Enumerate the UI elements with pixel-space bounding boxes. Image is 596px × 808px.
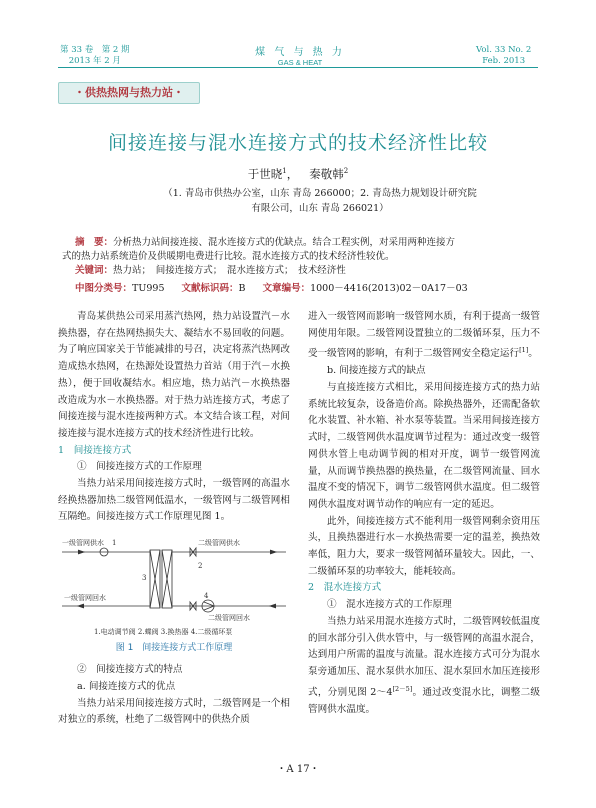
paragraph: 青岛某供热公司采用蒸汽热网，热力站设置汽－水换热器，存在热网热损失大、凝结水不易回收的问题。为了响应国家关于节能减排的号召，决定将蒸汽热网改造成热水热网，在热源处设置热力首站（用于汽－水换热），便于回收凝结水。相应地，热力站汽－水换热器改造成为水－水换热器。对于热力站连接方式，考虑了间接连接与混水连接两种方式。本文结合该工程，对间接连接与混水连接方式的技术经济性进行比较。 xyxy=(58,311,290,439)
label-secondary-supply: 二级管网供水 xyxy=(198,539,240,548)
citation: [1] xyxy=(519,346,529,355)
page-number: ・A 17・ xyxy=(276,764,320,775)
article-number-label: 文章编号： xyxy=(262,283,311,294)
header-volume-en xyxy=(476,45,531,67)
author-affil-mark: 1 xyxy=(282,167,287,176)
affiliation xyxy=(140,186,500,216)
figure-1 xyxy=(58,528,290,656)
abstract-label: 摘 要： xyxy=(75,237,114,248)
date-cn: 2013 年 2 月 xyxy=(68,56,121,66)
clc-value: TU995 xyxy=(132,283,165,294)
header-rule xyxy=(58,67,538,68)
subsection-heading: ① 间接连接方式的工作原理 xyxy=(77,461,202,473)
authors xyxy=(0,166,596,182)
journal-name-en: GAS & HEAT xyxy=(277,58,323,67)
citation: [2－5] xyxy=(392,684,413,693)
section-heading: 2 混水连接方式 xyxy=(308,582,382,594)
subsubsection-heading: b. 间接连接方式的缺点 xyxy=(327,365,426,377)
author-name: 秦敬韩 xyxy=(309,167,344,181)
paragraph: 当热力站采用间接连接方式时，一级管网的高温水经换热器加热二级管网低温水，一级管网与二级管网相互隔绝。间接连接方式工作原理见图 1。 xyxy=(58,478,290,523)
marker-2: 2 xyxy=(198,562,203,571)
label-primary-return: 一级管网回水 xyxy=(64,594,106,603)
header-volume-cn xyxy=(60,45,130,67)
subsection-heading: ② 间接连接方式的特点 xyxy=(77,664,183,676)
paragraph-text: 当热力站采用混水连接方式时，二级管网较低温度的回水部分引入供水管中，与一级管网的高温水混合，达到用户所需的温度与流量。混水连接方式可分为混水泵旁通加压、混水泵供水加压、混水泵回水加压连接形式，分别见图 2～4 xyxy=(308,615,540,698)
section-heading: 1 间接连接方式 xyxy=(58,444,132,456)
abstract-text-2: 式的热力站系统造价及供暖期电费进行比较。混水连接方式的技术经济性较优。 xyxy=(62,251,395,262)
subsubsection-heading: a. 间接连接方式的优点 xyxy=(77,680,176,692)
right-column xyxy=(308,309,540,718)
abstract-block xyxy=(62,236,537,278)
affiliation-line: （1. 青岛市供热办公室，山东 青岛 266000；2. 青岛热力规划设计研究院 xyxy=(163,188,477,199)
subsection-heading: ① 混水连接方式的工作原理 xyxy=(327,599,452,611)
marker-3: 3 xyxy=(142,574,147,583)
paragraph xyxy=(308,614,540,718)
article-meta xyxy=(75,280,468,294)
paper-title: 间接连接与混水连接方式的技术经济性比较 xyxy=(107,132,488,154)
journal-name xyxy=(250,43,350,67)
journal-name-cn: 煤 气 与 热 力 xyxy=(255,47,345,58)
schematic-diagram xyxy=(58,528,290,640)
affiliation-line: 有限公司，山东 青岛 266021） xyxy=(251,203,389,214)
marker-4: 4 xyxy=(204,592,209,601)
article-number-value: 1000－4416(2013)02－0A17－03 xyxy=(310,283,468,294)
paragraph: 与直接连接方式相比，采用间接连接方式的热力站系统比较复杂，设备造价高。除换热器外，还需配备软化水装置、补水箱、补水泵等装置。当采用间接连接方式时，二级管网供水温度调节过程为：通过改变一级管网供水管上电动调节阀的相对开度，调节一级管网流量，从而调节换热器的换热量，在二级管网流量、回水温度不变的情况下，调节二级管网供水温度。但二级管网供水温度对调节动作的响应有一定的延迟。 xyxy=(308,382,540,510)
volume-issue-cn: 第 33 卷 第 2 期 xyxy=(60,45,130,55)
paragraph: 此外，间接连接方式不能利用一级管网剩余资用压头，且换热器进行水－水换热需要一定的温差，换热效率低，阻力大，要求一级管网循环量较大。因此，一、二级循环泵的功率较大，能耗较高。 xyxy=(308,515,540,577)
marker-1: 1 xyxy=(112,539,117,548)
author-name: 于世晓 xyxy=(247,167,283,181)
keywords-label: 关键词： xyxy=(75,265,114,276)
clc-label: 中图分类号： xyxy=(75,283,133,294)
figure-legend: 1.电动调节阀 2.蝶阀 3.换热器 4.二级循环泵 xyxy=(94,628,233,637)
paragraph xyxy=(308,309,540,363)
figure-caption: 图 1 间接连接方式工作原理 xyxy=(115,643,233,654)
paragraph-text: 。通过改变混水比，调整二级管网供水温度。 xyxy=(308,686,540,715)
left-column xyxy=(58,309,290,729)
volume-issue-en: Vol. 33 No. 2 xyxy=(476,45,532,55)
date-en: Feb. 2013 xyxy=(482,56,526,66)
paragraph: 当热力站采用间接连接方式时，二级管网是一个相对独立的系统，杜绝了二级管网中的供热介质 xyxy=(58,697,290,726)
author-affil-mark: 2 xyxy=(343,167,349,176)
label-secondary-return: 二级管网回水 xyxy=(208,614,250,623)
paragraph-text: 进入一级管网而影响一级管网水质，有利于提高一级管网使用年限。二级管网设置独立的二级循环泵，压力不受一级管网的影响，有利于二级管网安全稳定运行 xyxy=(308,311,540,360)
keywords-text: 热力站； 间接连接方式； 混水连接方式； 技术经济性 xyxy=(113,265,346,276)
column-tag: ・供热热网与热力站・ xyxy=(58,82,200,104)
label-primary-supply: 一级管网供水 xyxy=(62,539,104,548)
abstract-text: 分析热力站间接连接、混水连接方式的优缺点。结合工程实例，对采用两种连接方 xyxy=(113,237,456,248)
paragraph-text: 。 xyxy=(528,348,538,360)
doc-code-label: 文献标识码： xyxy=(181,283,239,294)
author-separator: ， xyxy=(286,167,299,181)
doc-code-value: B xyxy=(238,283,246,294)
